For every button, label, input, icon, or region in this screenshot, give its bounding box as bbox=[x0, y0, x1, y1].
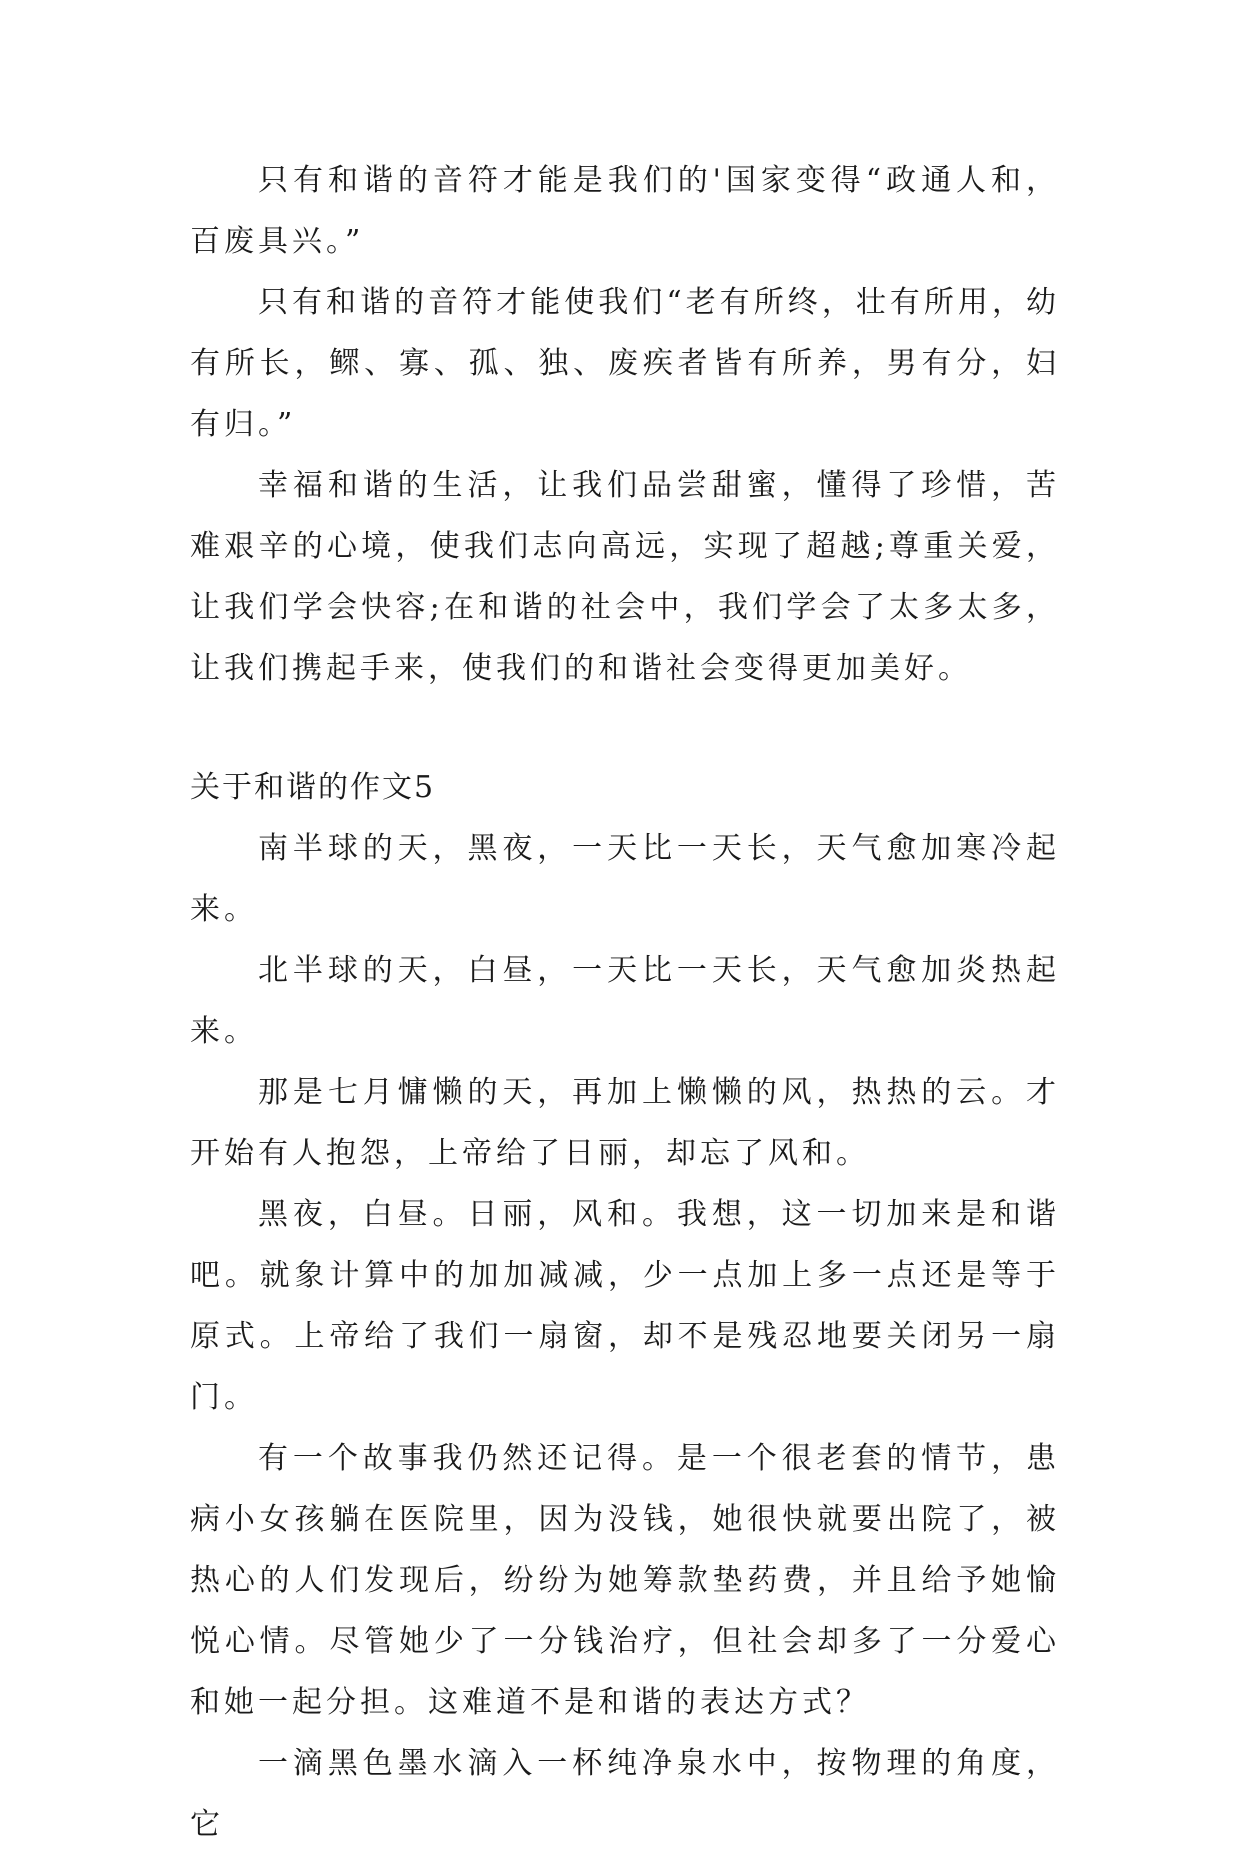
paragraph-southern-hemisphere: 南半球的天，黑夜，一天比一天长，天气愈加寒冷起来。 bbox=[190, 831, 1060, 927]
paragraph-ink-drop: 一滴黑色墨水滴入一杯纯净泉水中，按物理的角度，它 bbox=[190, 1746, 1060, 1842]
document-page bbox=[190, 150, 1060, 1855]
paragraph-happy-harmonious-life: 幸福和谐的生活，让我们品尝甜蜜，懂得了珍惜，苦难艰辛的心境，使我们志向高远，实现了超越;尊重关爱，让我们学会快容;在和谐的社会中，我们学会了太多太多，让我们携起手来，使我们的和谐社会变得更加美好。 bbox=[190, 468, 1060, 686]
paragraph-harmony-notes-elderly: 只有和谐的音符才能使我们“老有所终，壮有所用，幼有所长，鳏、寡、孤、独、废疾者皆有所养，男有分，妇有归。” bbox=[190, 285, 1060, 442]
section-title: 关于和谐的作文5 bbox=[190, 770, 436, 805]
paragraph-northern-hemisphere: 北半球的天，白昼，一天比一天长，天气愈加炎热起来。 bbox=[190, 953, 1060, 1049]
paragraph-harmony-notes-country: 只有和谐的音符才能是我们的'国家变得“政通人和，百废具兴。” bbox=[190, 163, 1060, 259]
paragraph-night-day-harmony: 黑夜，白昼。日丽，风和。我想，这一切加来是和谐吧。就象计算中的加加减减，少一点加上多一点还是等于原式。上帝给了我们一扇窗，却不是残忍地要关闭另一扇门。 bbox=[190, 1197, 1060, 1415]
paragraph-sick-girl-story: 有一个故事我仍然还记得。是一个很老套的情节，患病小女孩躺在医院里，因为没钱，她很快就要出院了，被热心的人们发现后，纷纷为她筹款垫药费，并且给予她愉悦心情。尽管她少了一分钱治疗，但社会却多了一分爱心和她一起分担。这难道不是和谐的表达方式？ bbox=[190, 1441, 1060, 1720]
paragraph-july-lazy-day: 那是七月慵懒的天，再加上懒懒的风，热热的云。才开始有人抱怨，上帝给了日丽，却忘了风和。 bbox=[190, 1075, 1060, 1171]
